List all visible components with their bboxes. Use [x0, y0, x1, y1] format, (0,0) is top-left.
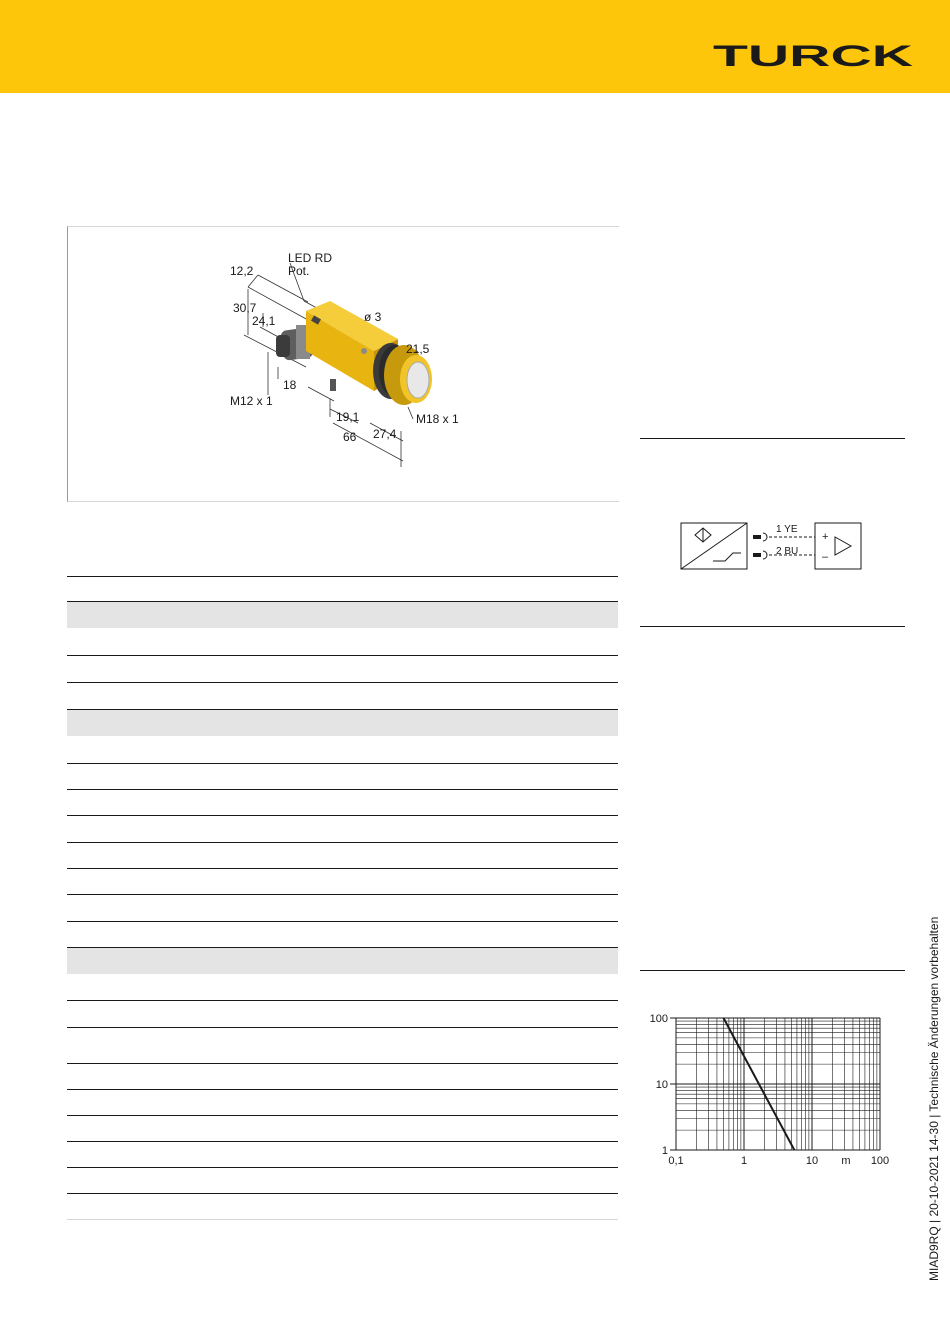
table-row — [67, 683, 618, 710]
dim-height-body-label: 24,1 — [252, 314, 276, 328]
dim-offset-19-label: 19,1 — [336, 410, 360, 424]
table-row — [67, 975, 618, 1001]
table-section-row — [67, 948, 618, 975]
section-divider — [640, 438, 905, 439]
y-tick-label: 100 — [649, 1013, 668, 1025]
range-chart — [640, 1008, 900, 1188]
dim-offset-18-label: 18 — [283, 378, 297, 392]
x-tick-label: 0,1 — [668, 1155, 684, 1167]
table-section-row — [67, 710, 618, 737]
wiring-diagram-graphic — [675, 515, 875, 579]
dimension-drawing — [68, 227, 619, 501]
table-row — [67, 922, 618, 948]
y-tick-label: 10 — [655, 1079, 668, 1091]
table-row — [67, 816, 618, 843]
footer-sidebar-text: MIAD9RQ | 20-10-2021 14-30 | Technische Änderungen vorbehalten — [927, 916, 941, 1281]
table-row — [67, 1142, 618, 1168]
wiring-diagram — [675, 515, 875, 579]
table-row — [67, 1028, 618, 1064]
dim-lens-thread-label: M18 x 1 — [416, 412, 459, 426]
table-row — [67, 895, 618, 922]
turck-logo — [712, 44, 914, 70]
table-row — [67, 843, 618, 869]
range-chart-svg — [640, 1008, 900, 1188]
table-row — [67, 1064, 618, 1090]
plus-label: + — [822, 531, 829, 543]
page-header — [0, 0, 950, 93]
led-label: LED RD — [288, 251, 333, 265]
x-tick-label: 10 — [805, 1155, 819, 1167]
specification-table — [67, 576, 618, 1220]
table-row — [67, 1116, 618, 1142]
dim-wrench-label: 21,5 — [406, 342, 430, 356]
turck-logo-graphic — [712, 44, 914, 70]
table-row — [67, 1090, 618, 1116]
table-row — [67, 1194, 618, 1220]
dim-connector-thread-label: M12 x 1 — [230, 394, 273, 408]
x-tick-label: 1 — [740, 1155, 748, 1167]
pot-label: Pot. — [288, 264, 310, 278]
section-divider — [640, 970, 905, 971]
y-tick-label: 1 — [661, 1145, 668, 1157]
wire1-label: 1 YE — [776, 524, 798, 535]
table-row — [67, 629, 618, 656]
table-row — [67, 1001, 618, 1028]
section-divider — [640, 626, 905, 627]
x-tick-label: 100 — [870, 1155, 890, 1167]
dim-width-label: 12,2 — [230, 264, 254, 278]
dim-lens-length-label: 27,4 — [373, 427, 397, 441]
table-row — [67, 1168, 618, 1194]
table-row — [67, 576, 618, 602]
dim-length-total-label: 66 — [343, 430, 357, 444]
x-tick-label: m — [841, 1155, 851, 1167]
minus-label: – — [822, 551, 829, 563]
wire2-label: 2 BU — [776, 546, 799, 557]
table-row — [67, 790, 618, 816]
table-row — [67, 656, 618, 683]
table-row — [67, 869, 618, 895]
table-row — [67, 737, 618, 764]
dim-hole-label: ø 3 — [364, 310, 382, 324]
dim-height-total-label: 30,7 — [233, 301, 257, 315]
dimension-drawing-panel — [67, 226, 619, 502]
table-section-row — [67, 602, 618, 629]
logo-text: TURCK — [713, 44, 914, 70]
table-row — [67, 764, 618, 790]
